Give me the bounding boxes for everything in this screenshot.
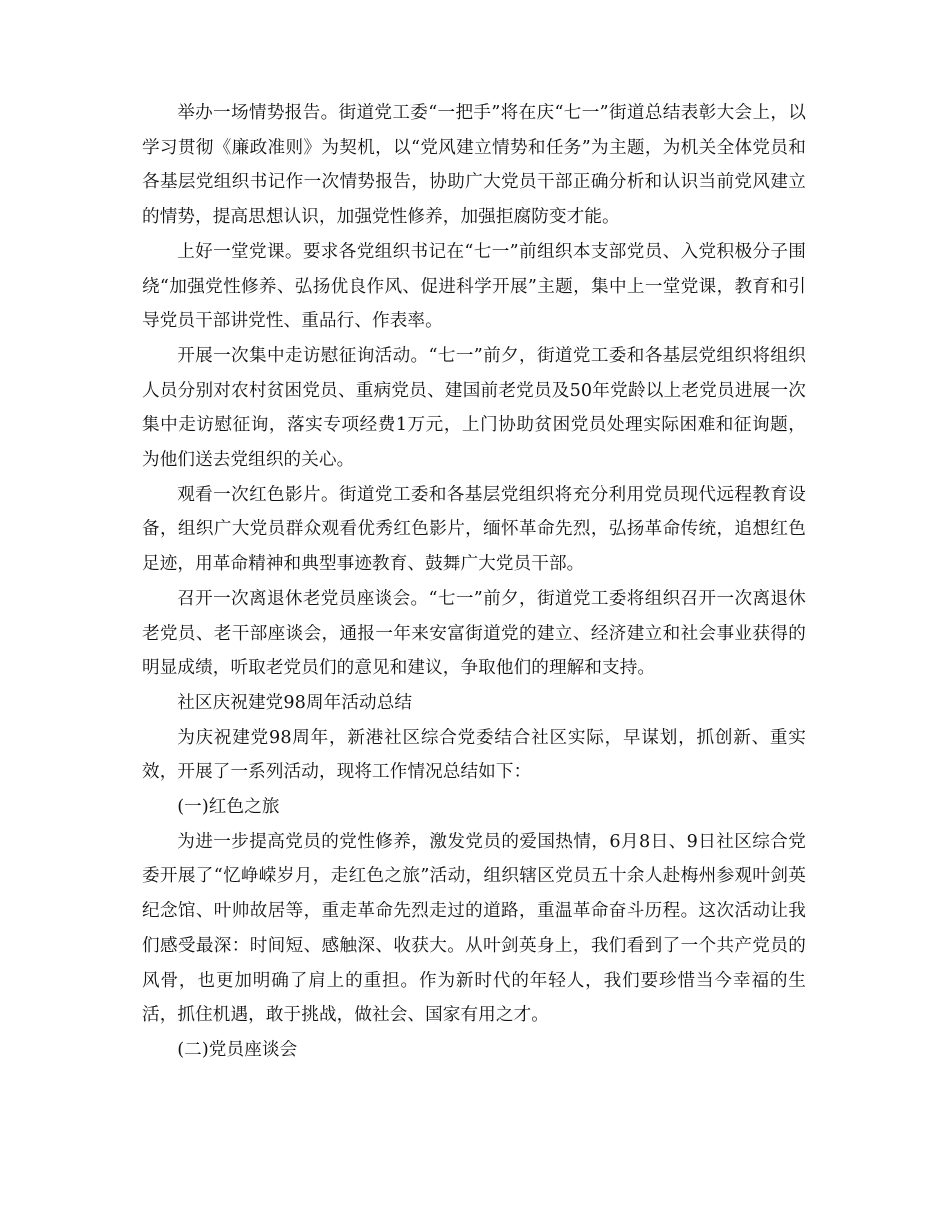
document-page (142, 96, 806, 1068)
subheading-member-forum: (二)党员座谈会 (177, 1039, 298, 1060)
paragraph-situation-report: 举办一场情势报告。街道党工委“一把手”将在庆“七一”街道总结表彰大会上，以学习贯彻《廉政准则》为契机，以“党风建立情势和任务”为主题，为机关全体党员和各基层党组织书记作一次情势报告，协助广大党员干部正确分析和认识当前党风建立的情势，提高思想认识，加强党性修养，加强拒腐防变才能。 (142, 103, 806, 228)
paragraph-intro: 为庆祝建党98周年，新港社区综合党委结合社区实际，早谋划，抓创新、重实效，开展了一系列活动，现将工作情况总结如下： (142, 727, 806, 783)
paragraph-red-film: 观看一次红色影片。街道党工委和各基层党组织将充分利用党员现代远程教育设备，组织广大党员群众观看优秀红色影片，缅怀革命先烈，弘扬革命传统，追想红色足迹，用革命精神和典型事迹教育、鼓舞广大党员干部。 (142, 484, 806, 575)
paragraph-visits: 开展一次集中走访慰征询活动。“七一”前夕，街道党工委和各基层党组织将组织人员分别对农村贫困党员、重病党员、建国前老党员及50年党龄以上老党员进展一次集中走访慰征询，落实专项经费1万元，上门协助贫困党员处理实际困难和征询题，为他们送去党组织的关心。 (142, 345, 806, 471)
paragraph-party-lecture: 上好一堂党课。要求各党组织书记在“七一”前组织本支部党员、入党积极分子围绕“加强党性修养、弘扬优良作风、促进科学开展”主题，集中上一堂党课，教育和引导党员干部讲党性、重品行、作表率。 (142, 241, 806, 332)
paragraph-red-tour: 为进一步提高党员的党性修养，激发党员的爱国热情，6月8日、9日社区综合党委开展了“忆峥嵘岁月，走红色之旅”活动，组织辖区党员五十余人赴梅州参观叶剑英纪念馆、叶帅故居等，重走革命先烈走过的道路，重温革命奋斗历程。这次活动让我们感受最深：时间短、感触深、收获大。从叶剑英身上，我们看到了一个共产党员的风骨，也更加明确了肩上的重担。作为新时代的年轻人，我们要珍惜当今幸福的生活，抓住机遇，敢于挑战，做社会、国家有用之才。 (142, 831, 806, 1026)
section-title: 社区庆祝建党98周年活动总结 (177, 692, 413, 713)
paragraph-retiree-forum: 召开一次离退休老党员座谈会。“七一”前夕，街道党工委将组织召开一次离退休老党员、老干部座谈会，通报一年来安富街道党的建立、经济建立和社会事业获得的明显成绩，听取老党员们的意见和建议，争取他们的理解和支持。 (142, 588, 806, 679)
subheading-red-tour: (一)红色之旅 (177, 797, 280, 818)
